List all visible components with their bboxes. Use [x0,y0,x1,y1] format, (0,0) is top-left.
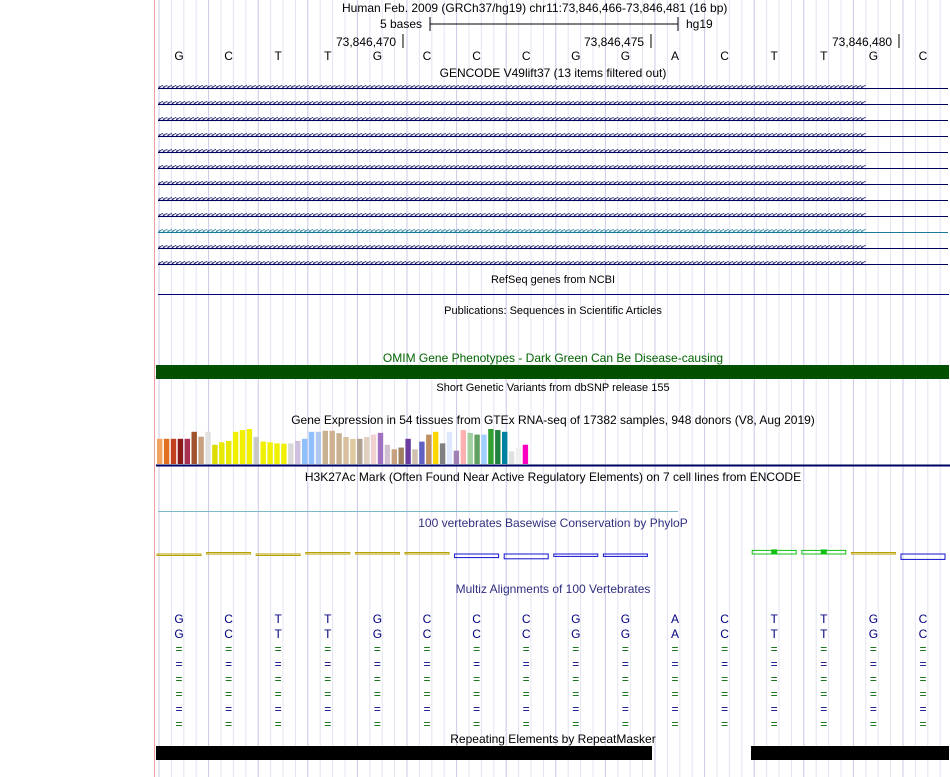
alignment-base: = [175,717,183,731]
gtex-tissue-bar[interactable] [274,443,279,464]
alignment-base: = [671,672,679,686]
alignment-base: = [225,642,233,656]
reference-base: C [720,49,729,63]
reference-base: G [174,49,184,63]
strand-direction-arrows: <<<<<<<<<<<<<<<<<<<<<<<<<<<<<<<<<<<<<<<<<<<<<<<<<<<<<<<<<<<<<<<<<<<<<<<<<<<<<<<<<<<<<<<<<<<<<<<<<<<<<<<<<<<<<<<<<<<<<<<<<<<<<<<<<<<<<<<<<<<<<<<<<<<<<<<<<<<<<<<< [158,229,865,236]
alignment-base: = [770,717,778,731]
gtex-tissue-bar[interactable] [323,431,328,464]
alignment-base: G [174,612,184,626]
alignment-base: = [274,672,282,686]
gtex-tissue-bar[interactable] [302,439,307,464]
gtex-expression-chart[interactable] [156,428,950,468]
alignment-base: = [473,657,481,671]
gtex-tissue-bar[interactable] [247,429,252,464]
track-label-sidebar [0,0,155,777]
alignment-base: = [324,687,332,701]
phylop-score-mark[interactable] [355,553,399,555]
alignment-base: C [472,612,481,626]
multiz-track-title: Multiz Alignments of 100 Vertebrates [455,582,651,596]
reference-base: C [422,49,432,63]
strand-direction-arrows: <<<<<<<<<<<<<<<<<<<<<<<<<<<<<<<<<<<<<<<<<<<<<<<<<<<<<<<<<<<<<<<<<<<<<<<<<<<<<<<<<<<<<<<<<<<<<<<<<<<<<<<<<<<<<<<<<<<<<<<<<<<<<<<<<<<<<<<<<<<<<<<<<<<<<<<<<<<<<<<< [158,213,865,220]
alignment-base: = [621,717,629,731]
alignment-base: = [621,657,629,671]
alignment-base: = [373,702,381,716]
alignment-base: = [225,717,233,731]
alignment-base: = [770,642,778,656]
alignment-base: = [225,672,233,686]
alignment-base: = [671,642,679,656]
alignment-base: = [473,672,481,686]
strand-direction-arrows: <<<<<<<<<<<<<<<<<<<<<<<<<<<<<<<<<<<<<<<<<<<<<<<<<<<<<<<<<<<<<<<<<<<<<<<<<<<<<<<<<<<<<<<<<<<<<<<<<<<<<<<<<<<<<<<<<<<<<<<<<<<<<<<<<<<<<<<<<<<<<<<<<<<<<<<<<<<<<<<< [158,245,865,252]
alignment-base: T [770,627,778,641]
gtex-tissue-bar[interactable] [281,444,286,464]
gtex-tissue-bar[interactable] [164,439,169,464]
reference-base: G [620,49,631,63]
alignment-base: C [472,627,481,641]
gtex-tissue-bar[interactable] [336,433,341,464]
alignment-base: = [473,642,481,656]
gtex-tissue-bar[interactable] [509,451,514,464]
gtex-tissue-bar[interactable] [474,435,479,464]
alignment-base: = [572,657,580,671]
gtex-tissue-bar[interactable] [226,441,231,464]
coord-label-2: 73,846,475 [584,35,645,49]
alignment-base: = [621,702,629,716]
alignment-base: = [274,687,282,701]
alignment-base: = [522,702,530,716]
phylop-track-title: 100 vertebrates Basewise Conservation by PhyloP [418,516,688,530]
alignment-base: = [621,672,629,686]
alignment-base: = [869,672,877,686]
alignment-base: = [522,672,530,686]
strand-direction-arrows: <<<<<<<<<<<<<<<<<<<<<<<<<<<<<<<<<<<<<<<<<<<<<<<<<<<<<<<<<<<<<<<<<<<<<<<<<<<<<<<<<<<<<<<<<<<<<<<<<<<<<<<<<<<<<<<<<<<<<<<<<<<<<<<<<<<<<<<<<<<<<<<<<<<<<<<<<<<<<<<< [158,165,865,172]
alignment-base: G [620,627,631,641]
gtex-tissue-bar[interactable] [219,442,224,464]
alignment-base: = [671,717,679,731]
alignment-base: = [324,717,332,731]
alignment-base: = [770,687,778,701]
alignment-base: = [274,642,282,656]
gtex-tissue-bar[interactable] [468,433,473,464]
alignment-base: T [770,612,778,626]
strand-direction-arrows: <<<<<<<<<<<<<<<<<<<<<<<<<<<<<<<<<<<<<<<<<<<<<<<<<<<<<<<<<<<<<<<<<<<<<<<<<<<<<<<<<<<<<<<<<<<<<<<<<<<<<<<<<<<<<<<<<<<<<<<<<<<<<<<<<<<<<<<<<<<<<<<<<<<<<<<<<<<<<<<< [158,149,865,156]
alignment-base: = [324,702,332,716]
gtex-tissue-bar[interactable] [364,437,369,464]
alignment-base: = [820,687,828,701]
alignment-base: = [473,702,481,716]
gtex-tissue-bar[interactable] [447,432,452,464]
alignment-base: C [521,612,531,626]
alignment-base: = [671,687,679,701]
alignment-base: = [473,717,481,731]
alignment-base: = [919,672,927,686]
alignment-base: G [620,612,631,626]
gtex-tissue-bar[interactable] [212,445,217,464]
alignment-base: = [721,672,729,686]
gtex-tissue-bar[interactable] [350,439,355,464]
alignment-base: = [373,642,381,656]
gtex-tissue-bar[interactable] [502,432,507,464]
gtex-tissue-bar[interactable] [261,442,266,464]
gtex-tissue-bar[interactable] [433,432,438,464]
gtex-tissue-bar[interactable] [357,439,362,464]
coord-label-1: 73,846,470 [336,35,397,49]
gtex-tissue-bar[interactable] [171,439,176,464]
alignment-base: A [670,627,679,641]
label-divider [154,0,155,777]
phylop-score-mark[interactable] [207,553,251,555]
gtex-tissue-bar[interactable] [516,448,521,464]
gtex-tissue-bar[interactable] [233,432,238,464]
alignment-base: = [522,642,530,656]
alignment-base: = [225,687,233,701]
phylop-score-mark[interactable] [256,554,300,556]
alignment-base: = [919,657,927,671]
alignment-base: = [175,672,183,686]
alignment-base: = [274,702,282,716]
dbsnp-track-title: Short Genetic Variants from dbSNP release 155 [436,382,670,394]
gtex-tissue-bar[interactable] [192,432,197,464]
alignment-base: = [423,672,431,686]
gtex-tissue-bar[interactable] [330,431,335,464]
scale-text: 5 bases [380,17,423,31]
gtex-tissue-bar[interactable] [157,439,162,464]
publications-track-title: Publications: Sequences in Scientific Articles [444,305,662,317]
reference-base: G [571,49,581,63]
alignment-base: = [572,687,580,701]
gtex-tissue-bar[interactable] [440,443,445,464]
reference-base: T [820,49,828,63]
alignment-base: T [324,612,332,626]
alignment-base: = [721,717,729,731]
gtex-tissue-bar[interactable] [405,439,410,464]
alignment-base: C [720,612,729,626]
phylop-score-mark[interactable] [157,554,201,556]
alignment-base: G [571,627,581,641]
alignment-base: C [224,627,233,641]
alignment-base: = [820,702,828,716]
alignment-base: A [670,612,679,626]
alignment-base: = [869,642,877,656]
refseq-gene-line[interactable] [158,294,949,295]
gtex-tissue-bar[interactable] [267,442,272,464]
gtex-tissue-bar[interactable] [481,435,486,464]
gtex-tissue-bar[interactable] [371,435,376,464]
alignment-base: C [918,612,928,626]
assembly-position-title: Human Feb. 2009 (GRCh37/hg19) chr11:73,846,466-73,846,481 (16 bp) [342,1,728,15]
alignment-base: = [522,687,530,701]
phylop-score-mark[interactable] [554,554,598,556]
refseq-track-title: RefSeq genes from NCBI [490,274,616,286]
alignment-base: = [324,672,332,686]
coord-label-3: 73,846,480 [832,35,893,49]
gtex-tissue-bar[interactable] [185,439,190,464]
alignment-base: G [868,612,879,626]
alignment-base: T [274,612,282,626]
gtex-tissue-bar[interactable] [495,430,500,464]
repeatmasker-track-title: Repeating Elements by RepeatMasker [450,732,656,746]
alignment-base: = [522,717,530,731]
repeat-element-block[interactable] [751,746,949,760]
alignment-base: = [423,642,431,656]
alignment-base: = [423,657,431,671]
gtex-tissue-bar[interactable] [412,449,417,464]
gencode-track-title: GENCODE V49lift37 (13 items filtered out) [439,66,667,80]
alignment-base: = [919,642,927,656]
alignment-base: = [373,717,381,731]
alignment-base: = [572,672,580,686]
reference-base: C [521,49,531,63]
reference-base: C [918,49,928,63]
gtex-tissue-bar[interactable] [205,432,210,464]
alignment-base: = [175,702,183,716]
gtex-tissue-bar[interactable] [426,435,431,464]
alignment-base: = [324,642,332,656]
gtex-tissue-bar[interactable] [454,451,459,464]
alignment-base: = [522,657,530,671]
alignment-base: C [224,612,233,626]
strand-direction-arrows: <<<<<<<<<<<<<<<<<<<<<<<<<<<<<<<<<<<<<<<<<<<<<<<<<<<<<<<<<<<<<<<<<<<<<<<<<<<<<<<<<<<<<<<<<<<<<<<<<<<<<<<<<<<<<<<<<<<<<<<<<<<<<<<<<<<<<<<<<<<<<<<<<<<<<<<<<<<<<<<< [158,261,865,268]
alignment-base: G [571,612,581,626]
strand-direction-arrows: <<<<<<<<<<<<<<<<<<<<<<<<<<<<<<<<<<<<<<<<<<<<<<<<<<<<<<<<<<<<<<<<<<<<<<<<<<<<<<<<<<<<<<<<<<<<<<<<<<<<<<<<<<<<<<<<<<<<<<<<<<<<<<<<<<<<<<<<<<<<<<<<<<<<<<<<<<<<<<<< [158,117,865,124]
alignment-base: T [324,627,332,641]
gtex-tissue-bar[interactable] [198,437,203,464]
alignment-base: = [869,702,877,716]
gtex-tissue-bar[interactable] [488,429,493,464]
strand-direction-arrows: <<<<<<<<<<<<<<<<<<<<<<<<<<<<<<<<<<<<<<<<<<<<<<<<<<<<<<<<<<<<<<<<<<<<<<<<<<<<<<<<<<<<<<<<<<<<<<<<<<<<<<<<<<<<<<<<<<<<<<<<<<<<<<<<<<<<<<<<<<<<<<<<<<<<<<<<<<<<<<<< [158,133,865,140]
phylop-score-mark[interactable] [504,554,548,559]
alignment-base: = [721,642,729,656]
gtex-tissue-bar[interactable] [523,445,528,464]
alignment-base: = [869,717,877,731]
gtex-tissue-bar[interactable] [419,442,424,464]
alignment-base: C [521,627,531,641]
alignment-base: = [671,657,679,671]
alignment-base: = [225,657,233,671]
alignment-base: = [621,687,629,701]
alignment-base: = [820,672,828,686]
alignment-base: = [274,657,282,671]
gtex-tissue-bar[interactable] [392,449,397,464]
alignment-base: = [919,702,927,716]
reference-base: G [868,49,879,63]
gtex-tissue-bar[interactable] [295,441,300,464]
alignment-base: = [324,657,332,671]
alignment-base: = [919,687,927,701]
alignment-base: = [274,717,282,731]
strand-direction-arrows: <<<<<<<<<<<<<<<<<<<<<<<<<<<<<<<<<<<<<<<<<<<<<<<<<<<<<<<<<<<<<<<<<<<<<<<<<<<<<<<<<<<<<<<<<<<<<<<<<<<<<<<<<<<<<<<<<<<<<<<<<<<<<<<<<<<<<<<<<<<<<<<<<<<<<<<<<<<<<<<< [158,181,865,188]
gtex-tissue-bar[interactable] [399,448,404,464]
reference-base: A [670,49,679,63]
alignment-base: T [274,627,282,641]
alignment-base: C [422,627,432,641]
alignment-base: = [820,642,828,656]
alignment-base: = [721,687,729,701]
gtex-track-title: Gene Expression in 54 tissues from GTEx RNA-seq of 17382 samples, 948 donors (V8, Aug 2019) [291,413,815,427]
alignment-base: = [423,717,431,731]
h3k27ac-signal-line [158,511,678,512]
alignment-base: = [671,702,679,716]
alignment-base: G [868,627,879,641]
gtex-tissue-bar[interactable] [254,437,259,464]
reference-base: T [324,49,332,63]
gtex-tissue-bar[interactable] [461,430,466,464]
scale-db-label: hg19 [686,17,713,31]
alignment-base: = [572,717,580,731]
alignment-base: = [770,702,778,716]
alignment-base: T [820,627,828,641]
alignment-base: = [869,657,877,671]
alignment-base: = [721,702,729,716]
alignment-base: = [373,672,381,686]
phylop-score-mark[interactable] [851,553,895,555]
alignment-base: = [423,702,431,716]
alignment-base: = [373,657,381,671]
phylop-score-mark[interactable] [405,553,449,555]
reference-base: T [770,49,778,63]
gtex-tissue-bar[interactable] [178,439,183,464]
omim-gene-bar[interactable] [156,365,949,379]
alignment-base: = [473,687,481,701]
phylop-score-mark[interactable] [306,553,350,555]
alignment-base: C [720,627,729,641]
reference-base: G [372,49,383,63]
phylop-score-mark[interactable] [901,554,945,559]
alignment-base: G [372,627,383,641]
reference-base: C [224,49,233,63]
phylop-score-dot [821,549,827,554]
alignment-base: C [918,627,928,641]
alignment-base: = [770,672,778,686]
gtex-tissue-bar[interactable] [385,445,390,464]
alignment-base: = [373,687,381,701]
reference-base: T [274,49,282,63]
alignment-base: T [820,612,828,626]
alignment-base: = [770,657,778,671]
h3k27ac-track-title: H3K27Ac Mark (Often Found Near Active Regulatory Elements) on 7 cell lines from ENCODE [304,470,802,484]
alignment-base: = [621,642,629,656]
alignment-base: G [174,627,184,641]
strand-direction-arrows: <<<<<<<<<<<<<<<<<<<<<<<<<<<<<<<<<<<<<<<<<<<<<<<<<<<<<<<<<<<<<<<<<<<<<<<<<<<<<<<<<<<<<<<<<<<<<<<<<<<<<<<<<<<<<<<<<<<<<<<<<<<<<<<<<<<<<<<<<<<<<<<<<<<<<<<<<<<<<<<< [158,85,865,92]
alignment-base: = [423,687,431,701]
phylop-score-mark[interactable] [455,554,499,558]
strand-direction-arrows: <<<<<<<<<<<<<<<<<<<<<<<<<<<<<<<<<<<<<<<<<<<<<<<<<<<<<<<<<<<<<<<<<<<<<<<<<<<<<<<<<<<<<<<<<<<<<<<<<<<<<<<<<<<<<<<<<<<<<<<<<<<<<<<<<<<<<<<<<<<<<<<<<<<<<<<<<<<<<<<< [158,101,865,108]
gtex-tissue-bar[interactable] [316,432,321,464]
phylop-score-dot [771,549,777,554]
alignment-base: = [175,642,183,656]
phylop-score-mark[interactable] [603,554,647,556]
phylop-conservation-plot[interactable] [156,530,950,580]
reference-base: C [472,49,481,63]
strand-direction-arrows: <<<<<<<<<<<<<<<<<<<<<<<<<<<<<<<<<<<<<<<<<<<<<<<<<<<<<<<<<<<<<<<<<<<<<<<<<<<<<<<<<<<<<<<<<<<<<<<<<<<<<<<<<<<<<<<<<<<<<<<<<<<<<<<<<<<<<<<<<<<<<<<<<<<<<<<<<<<<<<<< [158,197,865,204]
alignment-base: = [225,702,233,716]
omim-track-title: OMIM Gene Phenotypes - Dark Green Can Be Disease-causing [382,351,724,365]
alignment-base: = [919,717,927,731]
alignment-base: C [422,612,432,626]
alignment-base: = [820,717,828,731]
alignment-base: = [572,642,580,656]
alignment-base: = [869,687,877,701]
alignment-base: = [572,702,580,716]
alignment-base: = [820,657,828,671]
gtex-tissue-bar[interactable] [378,433,383,464]
alignment-base: = [175,687,183,701]
alignment-base: G [372,612,383,626]
gtex-tissue-bar[interactable] [240,430,245,464]
gtex-tissue-bar[interactable] [343,437,348,464]
gtex-tissue-bar[interactable] [309,432,314,464]
alignment-base: = [175,657,183,671]
alignment-base: = [721,657,729,671]
gtex-tissue-bar[interactable] [288,443,293,464]
repeat-element-block[interactable] [156,746,652,760]
